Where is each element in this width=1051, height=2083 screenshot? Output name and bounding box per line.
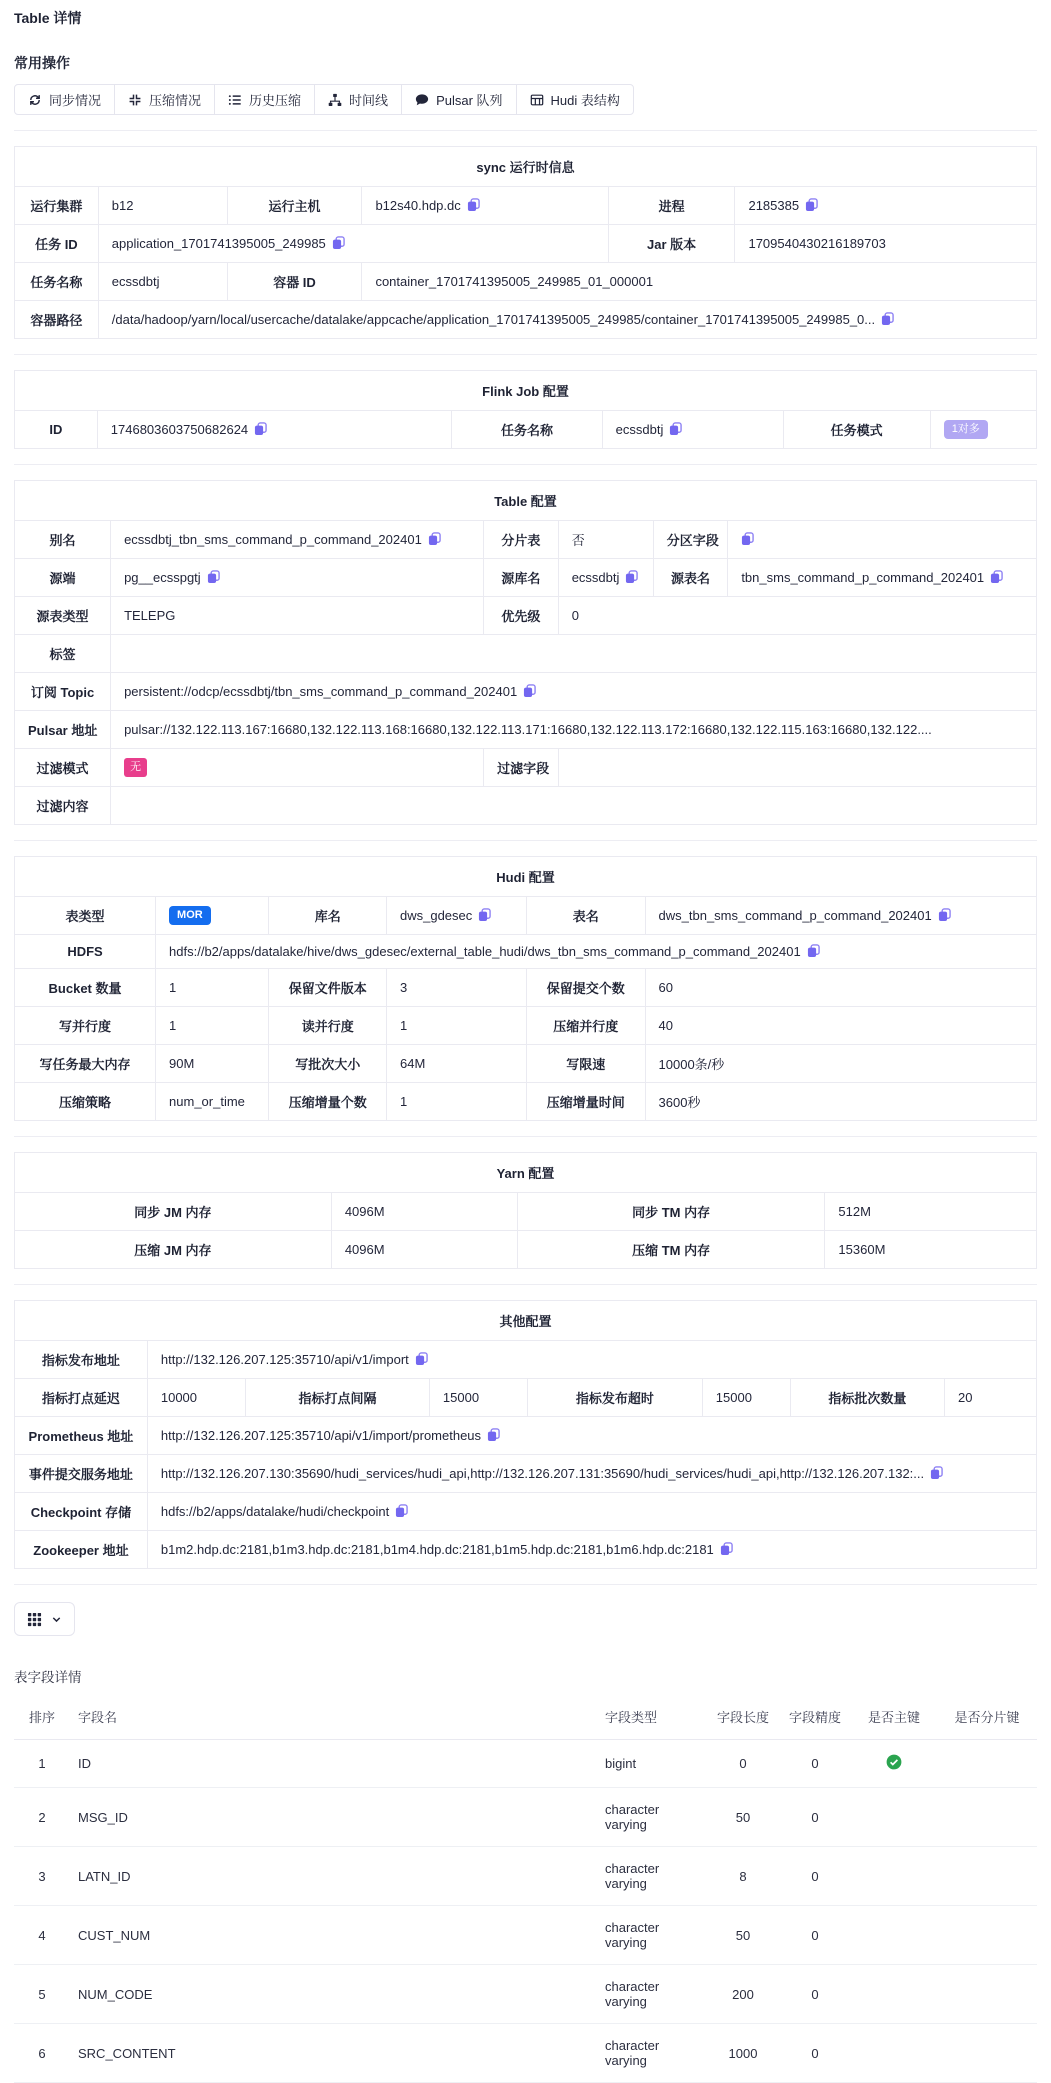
value-jar-version: 1709540430216189703 (735, 225, 1037, 263)
sitemap-icon (328, 93, 342, 107)
value-table-name (645, 897, 1036, 935)
value-run-host (362, 187, 608, 225)
label-partition-field: 分区字段 (653, 521, 728, 559)
section-divider (14, 1584, 1037, 1585)
field-precision: 0 (779, 1906, 851, 1965)
label-alias: 别名 (15, 521, 111, 559)
label-read-parallelism: 读并行度 (269, 1007, 387, 1045)
value-sync-tm: 512M (825, 1193, 1037, 1231)
flink-id-text: 1746803603750682624 (110, 422, 249, 437)
field-primary (851, 1965, 937, 2024)
value-metric-interval: 15000 (429, 1379, 527, 1417)
db-name-text: dws_gdesec (399, 908, 473, 923)
value-write-max-mem: 90M (156, 1045, 269, 1083)
container-path-text: /data/hadoop/yarn/local/usercache/datalake/appcache/application_1701741395005_249985/container_1701741395005_249985_0... (111, 312, 876, 327)
value-priority: 0 (558, 597, 1036, 635)
copy-icon[interactable] (478, 908, 491, 922)
table-row (14, 1788, 1037, 1847)
field-type: character varying (597, 1965, 707, 2024)
pulsar-queue-button[interactable] (401, 84, 516, 115)
hudi-schema-label: Hudi 表结构 (550, 93, 620, 108)
label-metric-publish-addr: 指标发布地址 (15, 1341, 148, 1379)
compaction-status-button[interactable] (114, 84, 215, 115)
value-keep-file-versions: 3 (386, 969, 526, 1007)
table-icon (530, 93, 544, 107)
history-compaction-label: 历史压缩 (249, 93, 302, 108)
common-ops-heading: 常用操作 (14, 55, 70, 71)
value-compact-jm: 4096M (331, 1231, 517, 1269)
label-sync-jm: 同步 JM 内存 (15, 1193, 332, 1231)
field-seq: 2 (14, 1788, 70, 1847)
value-flink-task-name (602, 411, 783, 449)
value-compact-strategy: num_or_time (156, 1083, 269, 1121)
label-write-parallelism: 写并行度 (15, 1007, 156, 1045)
label-db-name: 库名 (269, 897, 387, 935)
source-text: pg__ecsspgtj (124, 570, 201, 585)
table-row (14, 2024, 1037, 2083)
field-length: 1000 (707, 2024, 779, 2083)
timeline-button[interactable] (314, 84, 402, 115)
table-row (14, 1906, 1037, 1965)
value-db-name (386, 897, 526, 935)
copy-icon[interactable] (938, 908, 951, 922)
field-name: MSG_ID (70, 1788, 597, 1847)
sync-status-label: 同步情况 (49, 93, 102, 108)
section-divider (14, 130, 1037, 131)
source-db-text: ecssdbtj (571, 570, 620, 585)
value-keep-commits: 60 (645, 969, 1036, 1007)
compress-icon (128, 93, 142, 107)
filter-mode-badge: 无 (124, 758, 147, 777)
value-container-id: container_1701741395005_249985_01_000001 (362, 263, 1037, 301)
compaction-status-label: 压缩情况 (149, 93, 202, 108)
value-source-db (558, 559, 653, 597)
columns-dropdown-button[interactable] (14, 1602, 75, 1636)
label-write-rate-limit: 写限速 (526, 1045, 645, 1083)
event-submit-addr-text: http://132.126.207.130:35690/hudi_services/hudi_api,http://132.126.207.131:35690/hudi_services/hudi_api,http://132.126.207.132:... (160, 1466, 925, 1481)
table-row (14, 1740, 1037, 1788)
field-shard (937, 1965, 1037, 2024)
field-precision: 0 (779, 2024, 851, 2083)
col-shard: 是否分片键 (937, 1694, 1037, 1740)
run-host-text: b12s40.hdp.dc (375, 198, 461, 213)
label-prometheus-addr: Prometheus 地址 (15, 1417, 148, 1455)
value-pulsar-addr: pulsar://132.122.113.167:16680,132.122.113.168:16680,132.122.113.171:16680,132.122.113.172:16680,132.122.115.163:16680,132.122.... (111, 711, 1037, 749)
field-seq: 3 (14, 1847, 70, 1906)
value-filter-field (558, 749, 1036, 787)
sync-status-button[interactable] (14, 84, 115, 115)
value-source-type: TELEPG (111, 597, 484, 635)
field-primary (851, 1906, 937, 1965)
field-length: 50 (707, 1906, 779, 1965)
value-zookeeper-addr (147, 1531, 1036, 1569)
copy-icon[interactable] (625, 570, 638, 584)
label-metric-interval: 指标打点间隔 (245, 1379, 429, 1417)
chevron-down-icon (51, 1614, 62, 1625)
value-sync-jm: 4096M (331, 1193, 517, 1231)
field-length: 8 (707, 1847, 779, 1906)
other-config-title: 其他配置 (15, 1301, 1037, 1341)
task-mode-badge: 1对多 (944, 420, 988, 439)
copy-icon[interactable] (207, 570, 220, 584)
value-compact-delta-time: 3600秒 (645, 1083, 1036, 1121)
value-filter-content (111, 787, 1037, 825)
field-name: CUST_NUM (70, 1906, 597, 1965)
field-length: 50 (707, 1788, 779, 1847)
label-compact-jm: 压缩 JM 内存 (15, 1231, 332, 1269)
table-row (14, 1847, 1037, 1906)
label-metric-timeout: 指标发布超时 (528, 1379, 703, 1417)
value-table-type (156, 897, 269, 935)
field-type: bigint (597, 1740, 707, 1788)
copy-icon[interactable] (720, 1542, 733, 1556)
value-shard-table: 否 (558, 521, 653, 559)
task-id-text: application_1701741395005_249985 (111, 236, 326, 251)
col-seq: 排序 (14, 1694, 70, 1740)
value-tags (111, 635, 1037, 673)
value-bucket-count: 1 (156, 969, 269, 1007)
field-length: 200 (707, 1965, 779, 2024)
value-compact-tm: 15360M (825, 1231, 1037, 1269)
value-task-id (98, 225, 608, 263)
label-filter-mode: 过滤模式 (15, 749, 111, 787)
label-source: 源端 (15, 559, 111, 597)
source-table-text: tbn_sms_command_p_command_202401 (741, 570, 985, 585)
label-zookeeper-addr: Zookeeper 地址 (15, 1531, 148, 1569)
value-hdfs (156, 935, 1037, 969)
label-keep-file-versions: 保留文件版本 (269, 969, 387, 1007)
label-task-id: 任务 ID (15, 225, 99, 263)
label-task-name: 任务名称 (15, 263, 99, 301)
check-circle-icon (886, 1754, 902, 1770)
label-filter-field: 过滤字段 (484, 749, 559, 787)
label-write-max-mem: 写任务最大内存 (15, 1045, 156, 1083)
copy-icon[interactable] (805, 198, 818, 212)
label-jar-version: Jar 版本 (608, 225, 735, 263)
topic-text: persistent://odcp/ecssdbtj/tbn_sms_command_p_command_202401 (124, 684, 518, 699)
copy-icon[interactable] (669, 422, 682, 436)
label-metric-delay: 指标打点延迟 (15, 1379, 148, 1417)
field-shard (937, 1906, 1037, 1965)
label-source-db: 源库名 (484, 559, 559, 597)
label-metric-batch: 指标批次数量 (790, 1379, 944, 1417)
copy-icon[interactable] (487, 1428, 500, 1442)
field-seq: 5 (14, 1965, 70, 2024)
copy-icon[interactable] (428, 532, 441, 546)
flink-task-name-text: ecssdbtj (615, 422, 664, 437)
value-source (111, 559, 484, 597)
section-divider (14, 1136, 1037, 1137)
label-filter-content: 过滤内容 (15, 787, 111, 825)
value-filter-mode (111, 749, 484, 787)
value-compact-delta-commits: 1 (386, 1083, 526, 1121)
field-length: 0 (707, 1740, 779, 1788)
value-flink-id (97, 411, 452, 449)
value-partition-field (728, 521, 1037, 559)
copy-icon[interactable] (254, 422, 267, 436)
page-title: Table 详情 (14, 10, 82, 26)
field-name: NUM_CODE (70, 1965, 597, 2024)
hudi-schema-button[interactable] (516, 84, 634, 115)
label-event-submit-addr: 事件提交服务地址 (15, 1455, 148, 1493)
copy-icon[interactable] (523, 684, 536, 698)
label-source-type: 源表类型 (15, 597, 111, 635)
other-config-table (14, 1300, 1037, 1569)
label-container-id: 容器 ID (227, 263, 362, 301)
value-source-table (728, 559, 1037, 597)
label-run-cluster: 运行集群 (15, 187, 99, 225)
section-divider (14, 1284, 1037, 1285)
label-sync-tm: 同步 TM 内存 (517, 1193, 825, 1231)
label-compact-delta-commits: 压缩增量个数 (269, 1083, 387, 1121)
field-shard (937, 1847, 1037, 1906)
table-config-table (14, 480, 1037, 825)
label-priority: 优先级 (484, 597, 559, 635)
label-compact-parallelism: 压缩并行度 (526, 1007, 645, 1045)
pulsar-queue-label: Pulsar 队列 (436, 93, 503, 108)
col-name: 字段名 (70, 1694, 597, 1740)
field-shard (937, 1788, 1037, 1847)
value-task-name: ecssdbtj (98, 263, 227, 301)
metric-publish-addr-text: http://132.126.207.125:35710/api/v1/import (160, 1352, 409, 1367)
label-tags: 标签 (15, 635, 111, 673)
sync-runtime-table (14, 146, 1037, 339)
field-precision: 0 (779, 1847, 851, 1906)
label-pulsar-addr: Pulsar 地址 (15, 711, 111, 749)
label-topic: 订阅 Topic (15, 673, 111, 711)
copy-icon[interactable] (990, 570, 1003, 584)
field-name: ID (70, 1740, 597, 1788)
value-container-path (98, 301, 1036, 339)
fields-heading: 表字段详情 (14, 1670, 82, 1685)
history-compaction-button[interactable] (214, 84, 315, 115)
field-precision: 0 (779, 1965, 851, 2024)
label-flink-task-mode: 任务模式 (783, 411, 930, 449)
label-compact-delta-time: 压缩增量时间 (526, 1083, 645, 1121)
label-compact-strategy: 压缩策略 (15, 1083, 156, 1121)
table-row (14, 1965, 1037, 2024)
label-write-batch-size: 写批次大小 (269, 1045, 387, 1083)
flink-job-title: Flink Job 配置 (15, 371, 1037, 411)
flink-job-table (14, 370, 1037, 449)
copy-icon[interactable] (807, 944, 820, 958)
value-prometheus-addr (147, 1417, 1036, 1455)
copy-icon[interactable] (881, 312, 894, 326)
copy-icon[interactable] (332, 236, 345, 250)
value-alias (111, 521, 484, 559)
label-flink-id: ID (15, 411, 98, 449)
value-flink-task-mode (930, 411, 1036, 449)
col-precision: 字段精度 (779, 1694, 851, 1740)
field-name: SRC_CONTENT (70, 2024, 597, 2083)
yarn-config-table (14, 1152, 1037, 1269)
field-name: LATN_ID (70, 1847, 597, 1906)
sync-runtime-title: sync 运行时信息 (15, 147, 1037, 187)
field-shard (937, 2024, 1037, 2083)
timeline-label: 时间线 (349, 93, 389, 108)
value-checkpoint-storage (147, 1493, 1036, 1531)
field-seq: 1 (14, 1740, 70, 1788)
table-type-badge: MOR (169, 906, 211, 925)
label-source-table: 源表名 (653, 559, 728, 597)
hdfs-text: hdfs://b2/apps/datalake/hive/dws_gdesec/external_table_hudi/dws_tbn_sms_command_p_command_202401 (169, 944, 801, 959)
label-shard-table: 分片表 (484, 521, 559, 559)
value-write-rate-limit: 10000条/秒 (645, 1045, 1036, 1083)
field-seq: 6 (14, 2024, 70, 2083)
zookeeper-addr-text: b1m2.hdp.dc:2181,b1m3.hdp.dc:2181,b1m4.hdp.dc:2181,b1m5.hdp.dc:2181,b1m6.hdp.dc:2181 (160, 1542, 714, 1557)
prometheus-addr-text: http://132.126.207.125:35710/api/v1/import/prometheus (160, 1428, 482, 1443)
field-type: character varying (597, 2024, 707, 2083)
col-length: 字段长度 (707, 1694, 779, 1740)
ops-toolbar (14, 84, 634, 115)
value-event-submit-addr (147, 1455, 1036, 1493)
value-metric-delay: 10000 (147, 1379, 245, 1417)
label-process: 进程 (608, 187, 735, 225)
col-primary: 是否主键 (851, 1694, 937, 1740)
label-container-path: 容器路径 (15, 301, 99, 339)
value-write-batch-size: 64M (386, 1045, 526, 1083)
checkpoint-storage-text: hdfs://b2/apps/datalake/hudi/checkpoint (160, 1504, 390, 1519)
copy-icon[interactable] (395, 1504, 408, 1518)
hudi-config-title: Hudi 配置 (15, 857, 1037, 897)
comment-icon (415, 93, 429, 107)
section-divider (14, 840, 1037, 841)
field-primary (851, 2024, 937, 2083)
value-metric-publish-addr (147, 1341, 1036, 1379)
field-primary (851, 1740, 937, 1788)
value-metric-batch: 20 (944, 1379, 1036, 1417)
field-precision: 0 (779, 1740, 851, 1788)
value-process (735, 187, 1037, 225)
table-config-title: Table 配置 (15, 481, 1037, 521)
label-hdfs: HDFS (15, 935, 156, 969)
label-checkpoint-storage: Checkpoint 存储 (15, 1493, 148, 1531)
yarn-config-title: Yarn 配置 (15, 1153, 1037, 1193)
sync-icon (28, 93, 42, 107)
alias-text: ecssdbtj_tbn_sms_command_p_command_202401 (124, 532, 422, 547)
table-name-text: dws_tbn_sms_command_p_command_202401 (658, 908, 932, 923)
value-write-parallelism: 1 (156, 1007, 269, 1045)
copy-icon[interactable] (467, 198, 480, 212)
copy-icon[interactable] (415, 1352, 428, 1366)
fields-header-row (14, 1694, 1037, 1740)
copy-icon[interactable] (741, 532, 754, 546)
label-table-type: 表类型 (15, 897, 156, 935)
field-primary (851, 1847, 937, 1906)
list-icon (228, 93, 242, 107)
value-topic (111, 673, 1037, 711)
value-metric-timeout: 15000 (702, 1379, 790, 1417)
field-seq: 4 (14, 1906, 70, 1965)
copy-icon[interactable] (930, 1466, 943, 1480)
col-type: 字段类型 (597, 1694, 707, 1740)
field-shard (937, 1740, 1037, 1788)
section-divider (14, 354, 1037, 355)
label-run-host: 运行主机 (227, 187, 362, 225)
label-table-name: 表名 (526, 897, 645, 935)
value-compact-parallelism: 40 (645, 1007, 1036, 1045)
value-read-parallelism: 1 (386, 1007, 526, 1045)
hudi-config-table (14, 856, 1037, 1121)
field-precision: 0 (779, 1788, 851, 1847)
field-type: character varying (597, 1847, 707, 1906)
field-type: character varying (597, 1788, 707, 1847)
label-flink-task-name: 任务名称 (452, 411, 602, 449)
value-run-cluster: b12 (98, 187, 227, 225)
label-keep-commits: 保留提交个数 (526, 969, 645, 1007)
section-divider (14, 464, 1037, 465)
process-text: 2185385 (748, 198, 800, 213)
grid-icon (27, 1612, 42, 1627)
label-bucket-count: Bucket 数量 (15, 969, 156, 1007)
field-type: character varying (597, 1906, 707, 1965)
field-primary (851, 1788, 937, 1847)
label-compact-tm: 压缩 TM 内存 (517, 1231, 825, 1269)
